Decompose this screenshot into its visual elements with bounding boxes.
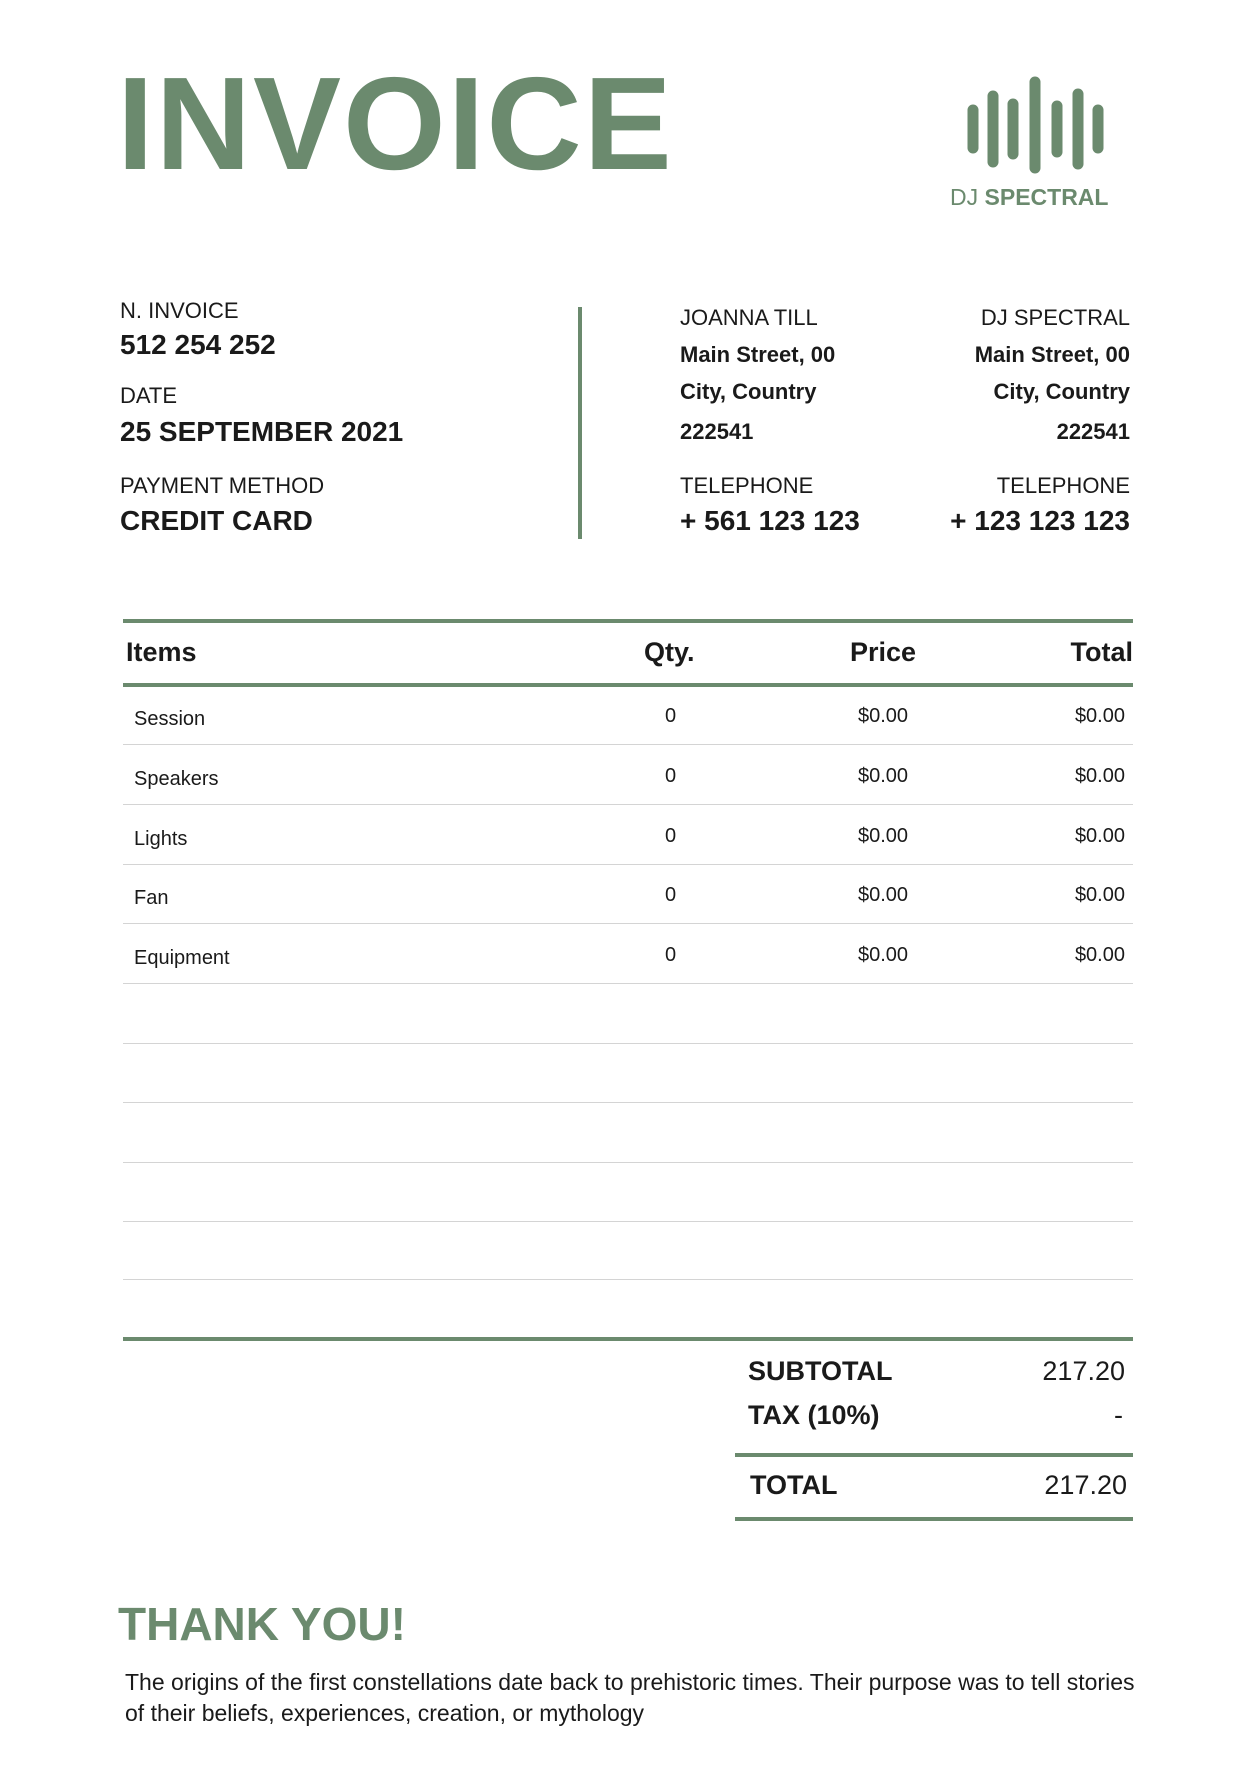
- table-row-qty: 0: [665, 884, 677, 906]
- subtotal-value: 217.20: [1042, 1356, 1125, 1386]
- footer-note: The origins of the first constellations date back to prehistoric times. Their purpose was to tell stories of their beliefs, experiences, creation, or mythology: [125, 1669, 1135, 1726]
- bill-to-name: JOANNA TILL: [680, 305, 818, 330]
- table-row-total: $0.00: [1074, 825, 1125, 847]
- logo-text-bold: SPECTRAL: [984, 184, 1109, 210]
- col-header-price: Price: [850, 637, 917, 667]
- bill-to-phone-label: TELEPHONE: [680, 473, 814, 498]
- row-divider: [123, 1279, 1133, 1280]
- invoice-number-value: 512 254 252: [120, 329, 276, 360]
- row-divider: [123, 1221, 1133, 1222]
- total-bottom-rule: [735, 1517, 1133, 1521]
- bill-to-street: Main Street, 00: [680, 342, 836, 367]
- thank-you-heading: THANK YOU!: [118, 1598, 406, 1650]
- logo-wordmark: [950, 184, 1108, 211]
- row-divider: [123, 923, 1133, 924]
- col-header-items: Items: [126, 637, 197, 667]
- table-row-qty: 0: [665, 825, 677, 847]
- date-label: DATE: [120, 383, 178, 408]
- bill-to-zip: 222541: [680, 419, 754, 444]
- date-value: 25 SEPTEMBER 2021: [120, 416, 404, 447]
- table-row-qty: 0: [665, 944, 677, 966]
- row-divider: [123, 744, 1133, 745]
- bill-to-city: City, Country: [680, 379, 817, 404]
- row-divider: [123, 1043, 1133, 1044]
- table-row-price: $0.00: [858, 765, 909, 787]
- table-header-rule: [123, 683, 1133, 687]
- logo-text-light: DJ: [950, 184, 979, 210]
- total-top-rule: [735, 1453, 1133, 1457]
- from-street: Main Street, 00: [974, 342, 1130, 367]
- table-row-qty: 0: [665, 765, 677, 787]
- table-row-price: $0.00: [858, 884, 909, 906]
- table-row-total: $0.00: [1074, 884, 1125, 906]
- row-divider: [123, 804, 1133, 805]
- col-header-qty: Qty.: [644, 637, 695, 667]
- tax-label: TAX (10%): [748, 1400, 880, 1430]
- table-row-item: Lights: [134, 828, 188, 850]
- row-divider: [123, 983, 1133, 984]
- col-header-total: Total: [1070, 637, 1133, 667]
- total-label: TOTAL: [750, 1470, 838, 1500]
- table-row-price: $0.00: [858, 825, 909, 847]
- row-divider: [123, 1162, 1133, 1163]
- table-row-item: Speakers: [134, 768, 219, 790]
- table-row-item: Equipment: [134, 947, 230, 969]
- total-value: 217.20: [1044, 1470, 1127, 1500]
- table-row-price: $0.00: [858, 705, 909, 727]
- row-divider: [123, 1102, 1133, 1103]
- from-phone-label: TELEPHONE: [996, 473, 1130, 498]
- invoice-title: INVOICE: [117, 50, 674, 197]
- from-name: DJ SPECTRAL: [980, 305, 1130, 330]
- payment-method-label: PAYMENT METHOD: [120, 473, 325, 498]
- subtotal-label: SUBTOTAL: [748, 1356, 893, 1386]
- tax-value: -: [1114, 1400, 1123, 1430]
- table-row-price: $0.00: [858, 944, 909, 966]
- table-bottom-rule: [123, 1337, 1133, 1341]
- table-row-total: $0.00: [1074, 705, 1125, 727]
- vertical-divider: [578, 307, 582, 539]
- from-phone: + 123 123 123: [950, 505, 1130, 536]
- table-row-item: Fan: [134, 887, 169, 909]
- payment-method-value: CREDIT CARD: [120, 505, 313, 536]
- row-divider: [123, 864, 1133, 865]
- table-row-total: $0.00: [1074, 944, 1125, 966]
- table-row-total: $0.00: [1074, 765, 1125, 787]
- table-row-qty: 0: [665, 705, 677, 727]
- invoice-number-label: N. INVOICE: [120, 298, 239, 323]
- bill-to-phone: + 561 123 123: [680, 505, 860, 536]
- table-top-rule: [123, 619, 1133, 623]
- from-city: City, Country: [993, 379, 1130, 404]
- from-zip: 222541: [1056, 419, 1130, 444]
- table-row-item: Session: [134, 708, 206, 730]
